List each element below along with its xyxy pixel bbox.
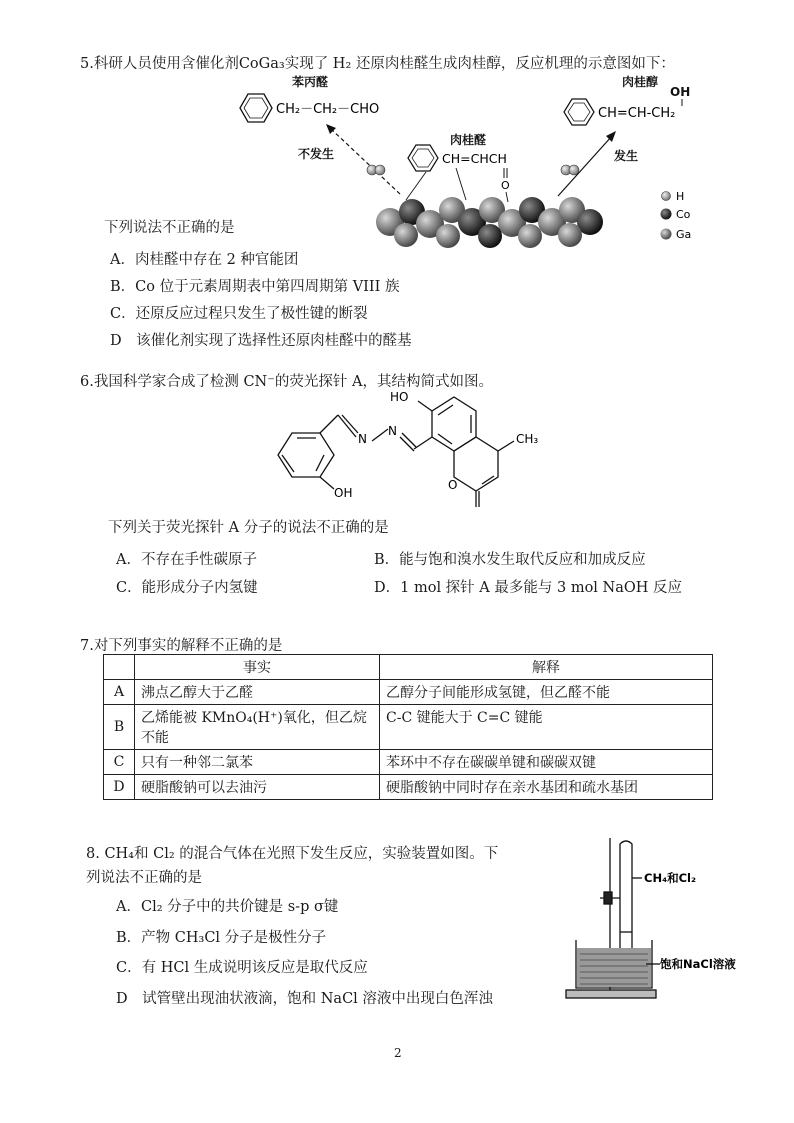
chain-phenylpropanal: CH₂－CH₂－CHO [276, 102, 380, 117]
q8-option-b: B．产物 CH₃Cl 分子是极性分子 [116, 930, 327, 946]
q5-option-b: B．Co 位于元素周期表中第四周期第 VIII 族 [110, 279, 400, 295]
row-fact: 只有一种邻二氯苯 [135, 750, 380, 775]
header-letter [104, 655, 135, 680]
q7-title: 7.对下列事实的解释不正确的是 [80, 638, 283, 654]
q5-title: 5.科研人员使用含催化剂CoGa₃实现了 H₂ 还原肉桂醛生成肉桂醇，反应机理的示意图如下： [80, 56, 675, 72]
legend [661, 190, 692, 241]
oh-cinnamyl-alcohol: OH [670, 85, 691, 99]
q6-title: 6.我国科学家合成了检测 CN⁻的荧光探针 A，其结构简式如图。 [80, 374, 493, 390]
table-row [104, 705, 713, 750]
q8-option-a: A．Cl₂ 分子中的共价键是 s-p σ键 [116, 899, 339, 915]
label-oh: OH [334, 486, 353, 500]
q8-title-line2: 列说法不正确的是 [86, 870, 202, 886]
q5-option-d: D 该催化剂实现了选择性还原肉桂醛中的醛基 [110, 333, 412, 349]
carbonyl-o: O [501, 179, 510, 192]
q7-fact-table [103, 654, 713, 800]
row-letter: D [104, 775, 135, 800]
label-gas: CH₄和Cl₂ [644, 871, 697, 885]
header-fact: 事实 [135, 655, 380, 680]
label-ho: HO [390, 390, 409, 404]
q8-option-c: C．有 HCl 生成说明该反应是取代反应 [116, 960, 368, 976]
label-ch3: CH₃ [516, 432, 539, 446]
row-fact: 沸点乙醇大于乙醛 [135, 680, 380, 705]
label-cinnamyl-alcohol: 肉桂醇 [622, 75, 659, 89]
chain-cinnamyl-alcohol: CH=CH-CH₂ [598, 106, 676, 121]
q5-option-c: C．还原反应过程只发生了极性键的断裂 [110, 306, 368, 322]
row-letter: C [104, 750, 135, 775]
q6-structure-probe-a [268, 385, 568, 515]
table-row [104, 750, 713, 775]
table-row [104, 680, 713, 705]
label-no-reaction: 不发生 [298, 147, 335, 161]
q5-option-a: A．肉桂醛中存在 2 种官能团 [110, 252, 299, 268]
row-fact: 硬脂酸钠可以去油污 [135, 775, 380, 800]
row-letter: A [104, 680, 135, 705]
legend-h: H [676, 190, 685, 203]
label-solution: 饱和NaCl溶液 [660, 957, 736, 971]
label-cinnamaldehyde: 肉桂醛 [450, 133, 487, 147]
row-letter: B [104, 705, 135, 750]
catalyst-surface [376, 197, 603, 248]
q8-title-line1: 8. CH₄和 Cl₂ 的混合气体在光照下发生反应，实验装置如图。下 [86, 846, 499, 862]
row-explanation: 苯环中不存在碳碳单键和碳碳双键 [380, 750, 713, 775]
header-explanation: 解释 [380, 655, 713, 680]
q5-stem: 下列说法不正确的是 [104, 220, 235, 236]
row-explanation: C-C 键能大于 C=C 键能 [380, 705, 713, 750]
row-explanation: 硬脂酸钠中同时存在亲水基团和疏水基团 [380, 775, 713, 800]
label-phenylpropanal: 苯丙醛 [292, 75, 329, 89]
row-fact: 乙烯能被 KMnO₄(H⁺)氧化，但乙烷不能 [135, 705, 380, 750]
q6-option-a: A．不存在手性碳原子 [116, 552, 257, 568]
table-row [104, 775, 713, 800]
q6-option-d: D．1 mol 探针 A 最多能与 3 mol NaOH 反应 [374, 580, 683, 596]
label-ring-o: O [448, 478, 458, 492]
q6-option-b: B．能与饱和溴水发生取代反应和加成反应 [374, 552, 646, 568]
page-number: 2 [394, 1046, 402, 1060]
q8-option-d: D 试管壁出现油状液滴，饱和 NaCl 溶液中出现白色浑浊 [116, 991, 493, 1007]
label-n1: N [358, 432, 367, 446]
chain-cinnamaldehyde: CH=CHCH [442, 151, 507, 166]
row-explanation: 乙醇分子间能形成氢键，但乙醛不能 [380, 680, 713, 705]
label-occurs: 发生 [614, 149, 639, 163]
legend-ga: Ga [676, 228, 692, 241]
legend-co: Co [676, 208, 691, 221]
q6-stem: 下列关于荧光探针 A 分子的说法不正确的是 [108, 520, 389, 536]
q5-mechanism-diagram [230, 72, 750, 252]
q6-option-c: C．能形成分子内氢键 [116, 580, 258, 596]
q8-apparatus [560, 836, 750, 1006]
label-n2: N [388, 424, 397, 438]
dashed-arrow-no-reaction [330, 128, 400, 194]
table-header-row [104, 655, 713, 680]
